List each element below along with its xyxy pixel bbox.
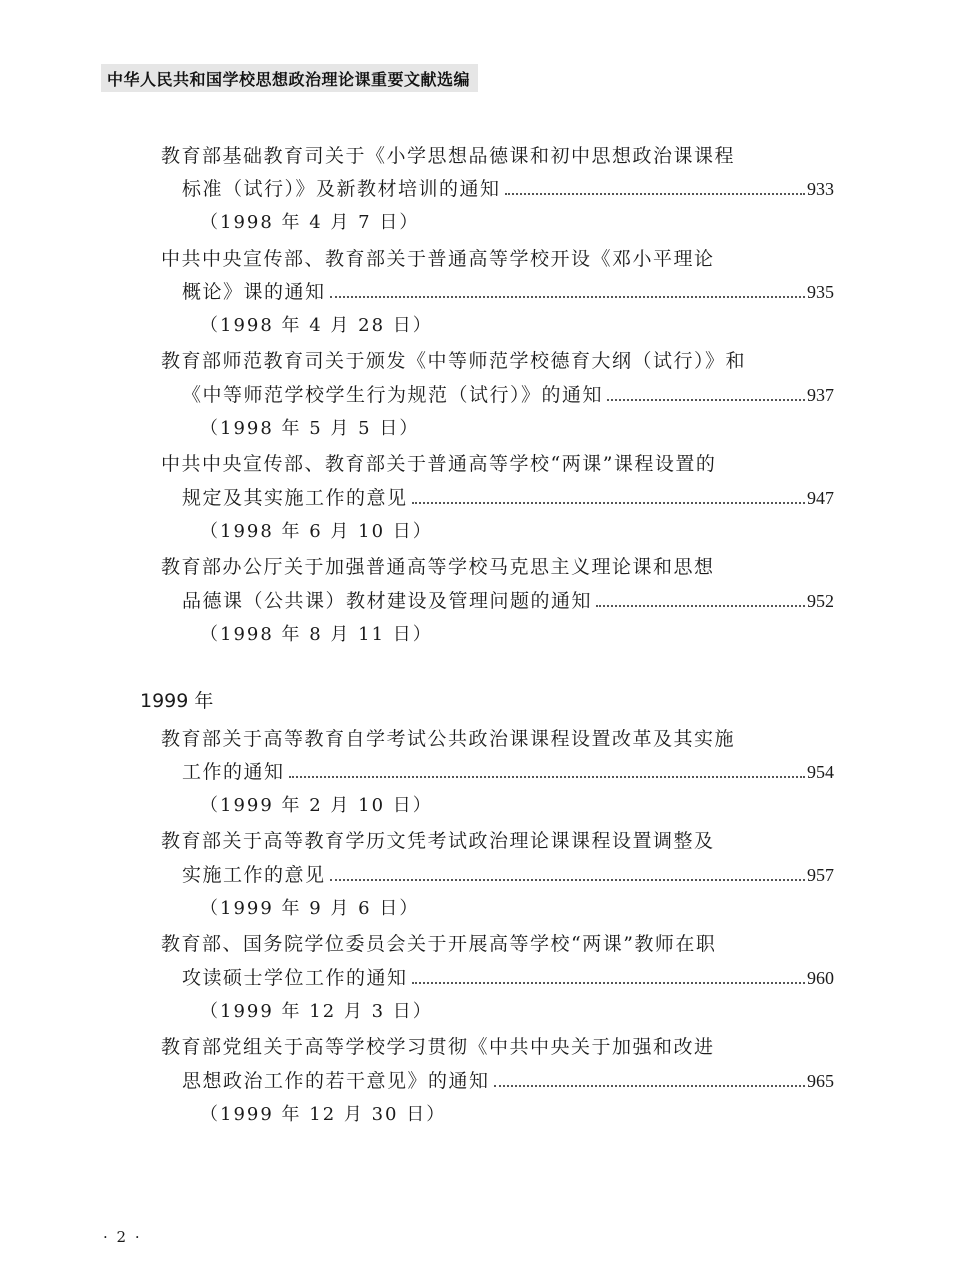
toc-entry-title-cont: 攻读硕士学位工作的通知	[182, 967, 408, 989]
leader-dots	[607, 398, 805, 401]
toc-entry-date: （1999 年 12 月 30 日）	[200, 1104, 447, 1125]
toc-entry-link[interactable]	[182, 1068, 834, 1094]
toc-entry-title-cont: 实施工作的意见	[182, 864, 326, 886]
toc-entry-link[interactable]	[182, 759, 834, 785]
page-ref: 937	[807, 385, 834, 405]
toc-entry-title: 中共中央宣传部、教育部关于普通高等学校开设《邓小平理论	[161, 248, 715, 270]
toc-entry-link[interactable]	[182, 279, 834, 305]
toc-entry-title: 教育部师范教育司关于颁发《中等师范学校德育大纲（试行）》和	[161, 350, 747, 372]
leader-dots	[505, 192, 805, 195]
toc-entry-date: （1999 年 12 月 3 日）	[200, 1001, 433, 1022]
toc-entry-title: 中共中央宣传部、教育部关于普通高等学校“两课”课程设置的	[161, 453, 717, 475]
toc-entry-title-cont: 规定及其实施工作的意见	[182, 487, 408, 509]
leader-dots	[412, 501, 805, 504]
toc-entry-link[interactable]	[182, 485, 834, 511]
toc-entry-title-cont: 品德课（公共课）教材建设及管理问题的通知	[182, 590, 593, 612]
toc-entry-date: （1998 年 8 月 11 日）	[200, 624, 433, 645]
toc-entry-title-cont: 《中等师范学校学生行为规范（试行）》的通知	[182, 384, 604, 406]
toc-entry-date: （1999 年 9 月 6 日）	[200, 898, 420, 919]
page-ref: 954	[807, 762, 834, 782]
toc-entry-title: 教育部关于高等教育学历文凭考试政治理论课课程设置调整及	[161, 830, 715, 852]
leader-dots	[494, 1084, 805, 1087]
page-ref: 933	[807, 179, 834, 199]
toc-entry-title: 教育部基础教育司关于《小学思想品德课和初中思想政治课课程	[161, 145, 736, 167]
leader-dots	[330, 295, 805, 298]
toc-entry-title-cont: 标准（试行）》及新教材培训的通知	[182, 178, 501, 200]
toc-entry-title: 教育部办公厅关于加强普通高等学校马克思主义理论课和思想	[161, 556, 715, 578]
toc-entry-title: 教育部关于高等教育自学考试公共政治课课程设置改革及其实施	[161, 728, 736, 750]
toc-entry-title-cont: 概论》课的通知	[182, 281, 326, 303]
leader-dots	[412, 981, 805, 984]
toc-entry-date: （1999 年 2 月 10 日）	[200, 795, 433, 816]
page-ref: 960	[807, 968, 834, 988]
toc-entry-date: （1998 年 4 月 7 日）	[200, 212, 420, 233]
toc-entry-link[interactable]	[182, 176, 834, 202]
toc-entry-date: （1998 年 6 月 10 日）	[200, 521, 433, 542]
leader-dots	[289, 775, 805, 778]
page-ref: 935	[807, 282, 834, 302]
page-ref: 965	[807, 1071, 834, 1091]
toc-entry-title-cont: 思想政治工作的若干意见》的通知	[182, 1070, 490, 1092]
year-heading: 1999 年	[140, 690, 214, 712]
toc-entry-link[interactable]	[182, 862, 834, 888]
page-ref: 952	[807, 591, 834, 611]
toc-entry-date: （1998 年 5 月 5 日）	[200, 418, 420, 439]
book-title: 中华人民共和国学校思想政治理论课重要文献选编	[107, 69, 471, 89]
toc-entry-title: 教育部党组关于高等学校学习贯彻《中共中央关于加强和改进	[161, 1036, 715, 1058]
leader-dots	[596, 604, 805, 607]
toc-entry-title: 教育部、国务院学位委员会关于开展高等学校“两课”教师在职	[161, 933, 717, 955]
toc-entry-title-cont: 工作的通知	[182, 761, 285, 783]
page-number: · 2 ·	[103, 1228, 142, 1246]
toc-entry-link[interactable]	[182, 965, 834, 991]
page-ref: 957	[807, 865, 834, 885]
running-header	[101, 64, 478, 92]
toc-entry-date: （1998 年 4 月 28 日）	[200, 315, 433, 336]
leader-dots	[330, 878, 805, 881]
toc-entry-link[interactable]	[182, 382, 834, 408]
toc-entry-link[interactable]	[182, 588, 834, 614]
page-ref: 947	[807, 488, 834, 508]
